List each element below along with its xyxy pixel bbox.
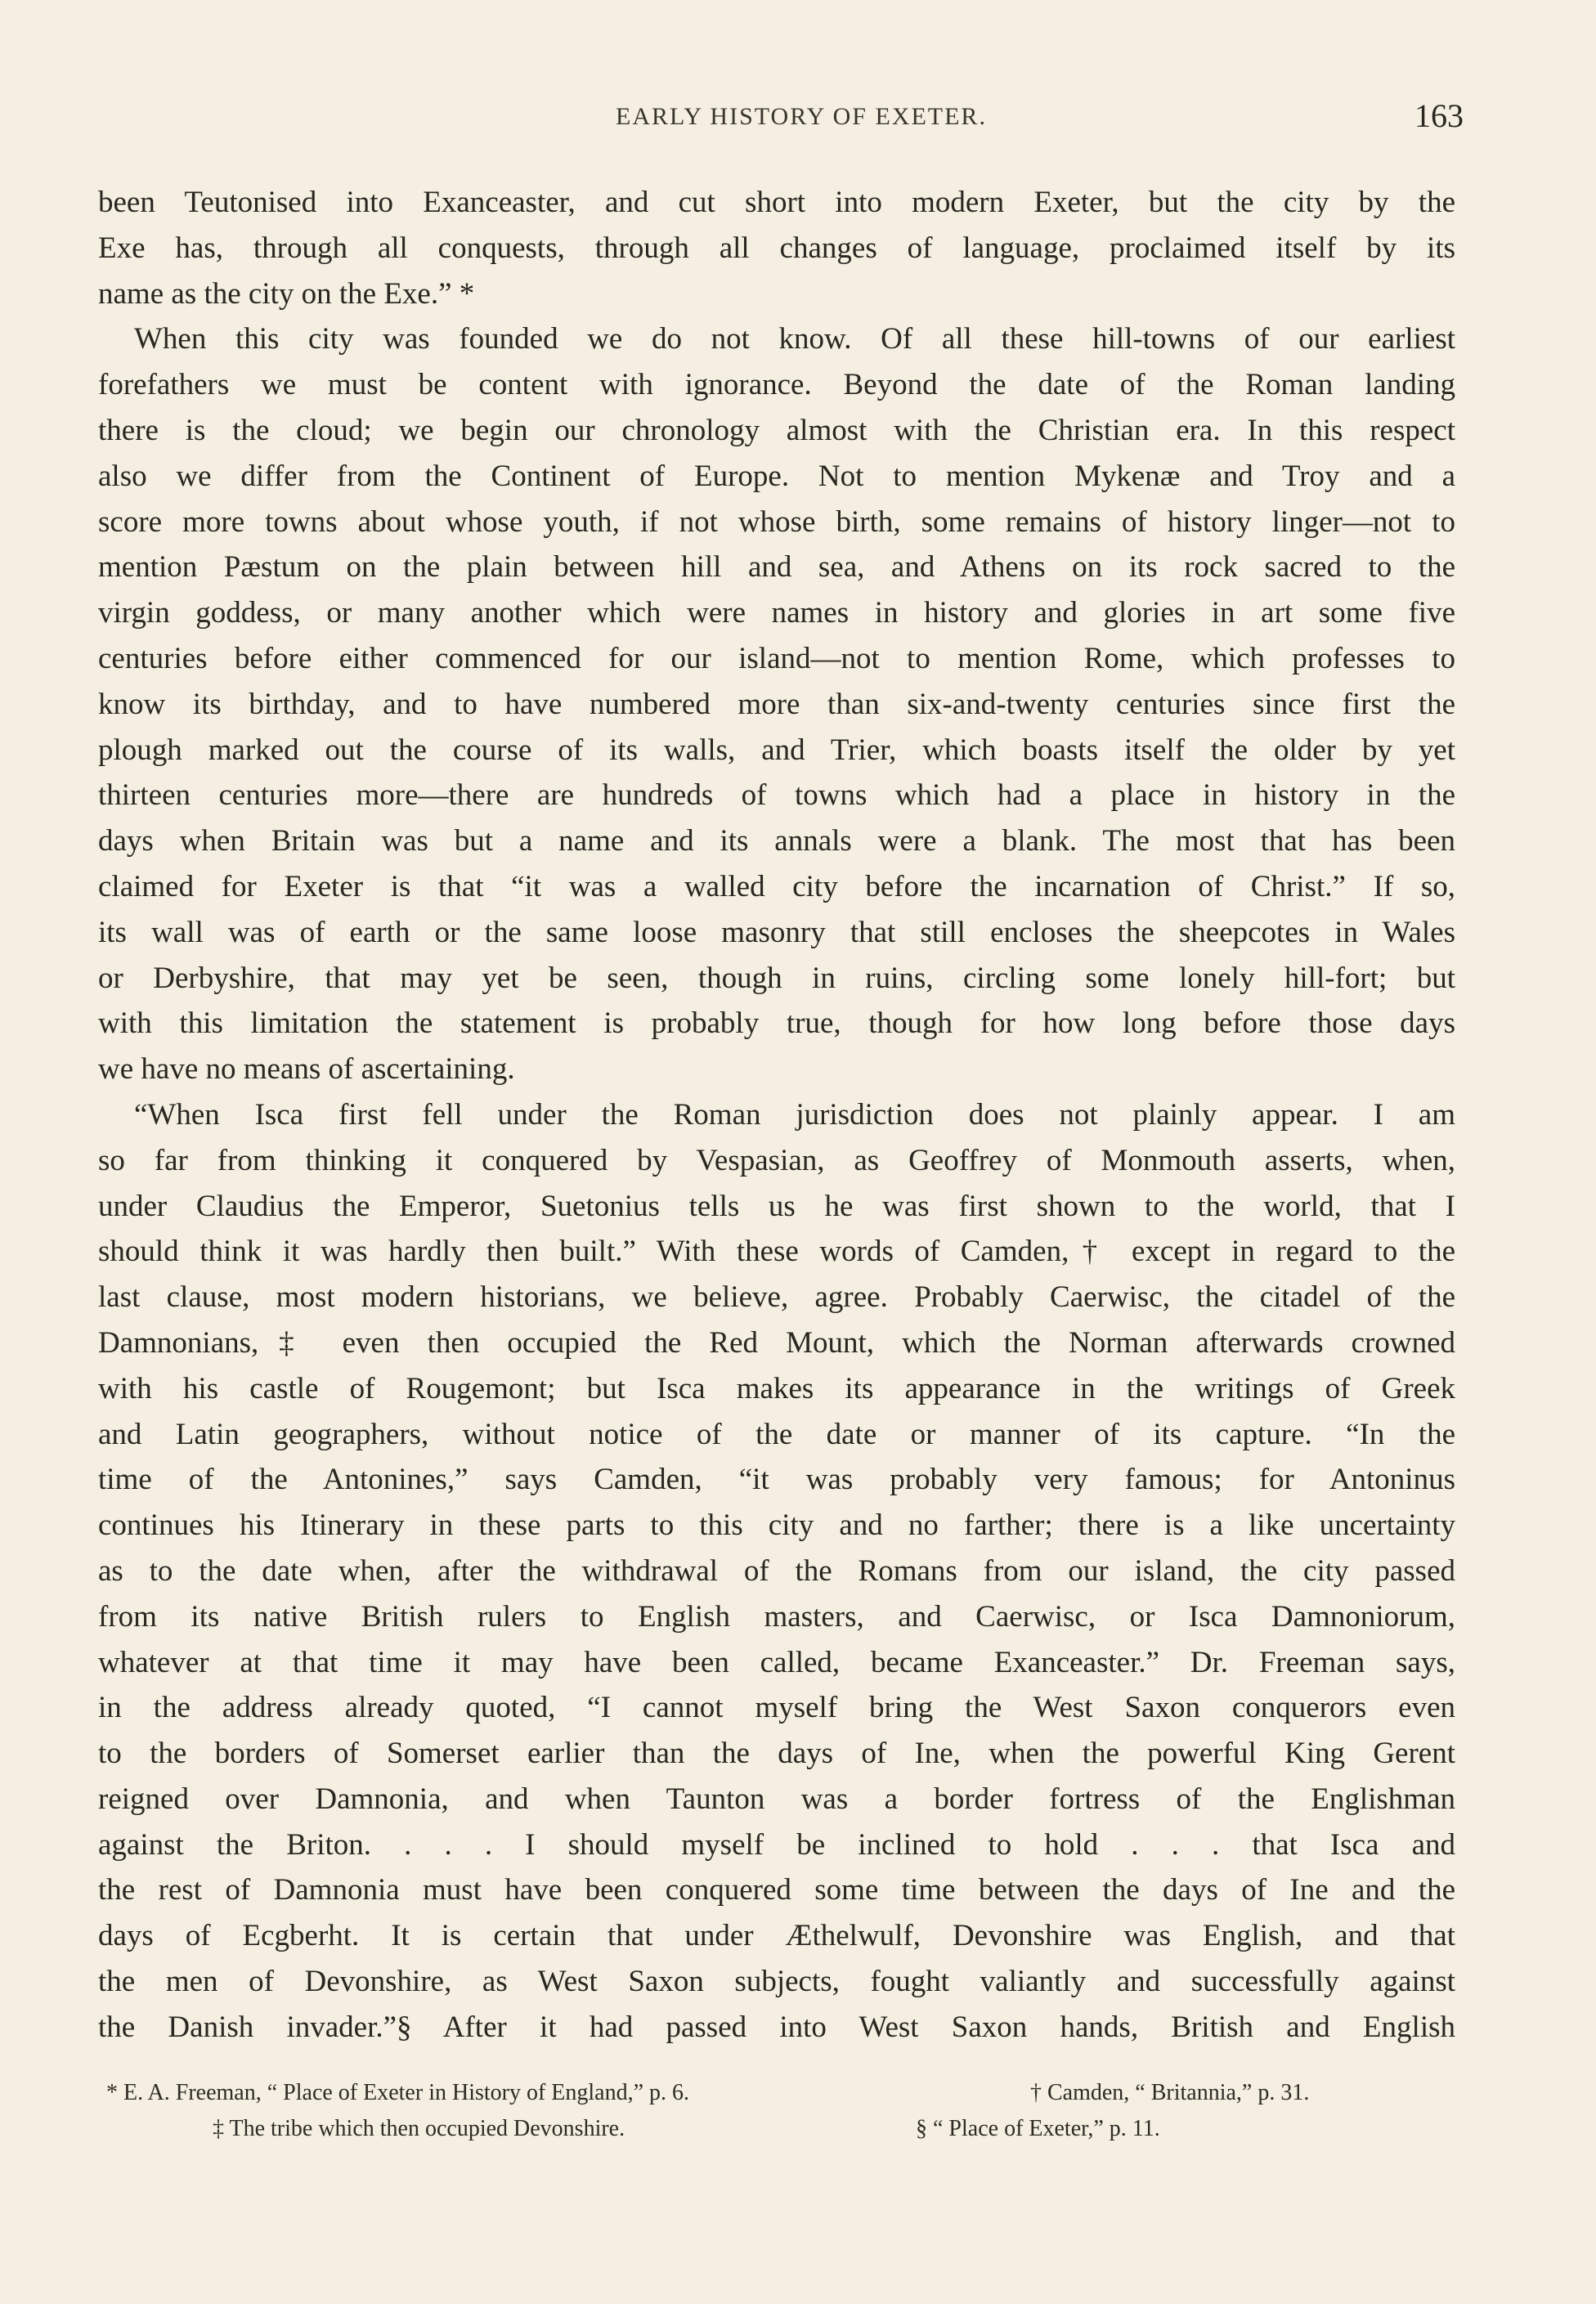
text-line: thirteen centuries more—there are hundreds of towns which had a place in history in the [98, 778, 1455, 813]
body-text [98, 180, 1455, 2051]
text-line: been Teutonised into Exanceaster, and cut short into modern Exeter, but the city by the [98, 186, 1455, 219]
page-number: 163 [1414, 97, 1464, 134]
text-line: there is the cloud; we begin our chronology almost with the Christian era. In this respect [98, 413, 1455, 447]
text-line: “When Isca first fell under the Roman jurisdiction does not plainly appear. I am [134, 1097, 1455, 1132]
running-header [0, 96, 1596, 146]
running-title: EARLY HISTORY OF EXETER. [616, 103, 987, 130]
text-line: in the address already quoted, “I cannot myself bring the West Saxon conquerors even [98, 1691, 1455, 1725]
text-line: against the Briton. . . . I should myself be inclined to hold . . . that Isca and [98, 1827, 1455, 1862]
text-line: should think it was hardly then built.” With these words of Camden,† except in regard to the [98, 1235, 1455, 1269]
text-line: with this limitation the statement is probably true, though for how long before those days [98, 1006, 1455, 1041]
footnote-dagger: † Camden, “ Britannia,” p. 31. [1030, 2080, 1310, 2105]
text-line: Damnonians,‡ even then occupied the Red Mount, which the Norman afterwards crowned [98, 1325, 1455, 1360]
text-line: mention Pæstum on the plain between hill and sea, and Athens on its rock sacred to the [98, 550, 1455, 585]
text-line: name as the city on the Exe.” * [98, 276, 475, 311]
footnote-row [98, 2075, 1455, 2111]
text-line: the Danish invader.”§ After it had passed into West Saxon hands, British and English [98, 2010, 1455, 2044]
text-line: the men of Devonshire, as West Saxon subjects, fought valiantly and successfully against [98, 1965, 1455, 1999]
text-line: with his castle of Rougemont; but Isca makes its appearance in the writings of Greek [98, 1371, 1455, 1405]
text-line: know its birthday, and to have numbered more than six-and-twenty centuries since first the [98, 687, 1455, 721]
footnote-row [98, 2111, 1455, 2147]
text-line: under Claudius the Emperor, Suetonius tells us he was first shown to the world, that I [98, 1189, 1455, 1223]
text-line: to the borders of Somerset earlier than the days of Ine, when the powerful King Gerent [98, 1737, 1455, 1771]
text-line: time of the Antonines,” says Camden, “it was probably very famous; for Antoninus [98, 1463, 1455, 1497]
text-line: plough marked out the course of its walls, and Trier, which boasts itself the older by yet [98, 733, 1455, 767]
footnote-section: § “ Place of Exeter,” p. 11. [916, 2116, 1160, 2141]
footnote-star: * E. A. Freeman, “ Place of Exeter in History of England,” p. 6. [106, 2080, 690, 2105]
footnote-double-dagger: ‡ The tribe which then occupied Devonshire. [213, 2116, 625, 2141]
text-line: When this city was founded we do not know. Of all these hill-towns of our earliest [134, 322, 1455, 356]
text-line: we have no means of ascertaining. [98, 1052, 515, 1087]
text-line: days of Ecgberht. It is certain that under Æthelwulf, Devonshire was English, and that [98, 1919, 1455, 1953]
text-line: forefathers we must be content with ignorance. Beyond the date of the Roman landing [98, 368, 1455, 402]
text-line: and Latin geographers, without notice of the date or manner of its capture. “In the [98, 1417, 1455, 1451]
text-line: its wall was of earth or the same loose masonry that still encloses the sheepcotes in Wales [98, 915, 1455, 949]
text-line: claimed for Exeter is that “it was a walled city before the incarnation of Christ.” If so, [98, 869, 1455, 903]
text-line: last clause, most modern historians, we believe, agree. Probably Caerwisc, the citadel of the [98, 1280, 1455, 1315]
text-line: so far from thinking it conquered by Vespasian, as Geoffrey of Monmouth asserts, when, [98, 1143, 1455, 1177]
text-line: the rest of Damnonia must have been conquered some time between the days of Ine and the [98, 1873, 1455, 1907]
text-line: centuries before either commenced for our island—not to mention Rome, which professes to [98, 641, 1455, 675]
footnotes [98, 2075, 1455, 2147]
text-line: from its native British rulers to English masters, and Caerwisc, or Isca Damnoniorum, [98, 1599, 1455, 1634]
text-line: or Derbyshire, that may yet be seen, though in ruins, circling some lonely hill-fort; but [98, 961, 1455, 995]
text-line: whatever at that time it may have been called, became Exanceaster.” Dr. Freeman says, [98, 1645, 1455, 1679]
text-line: days when Britain was but a name and its annals were a blank. The most that has been [98, 824, 1455, 858]
text-line: also we differ from the Continent of Europe. Not to mention Mykenæ and Troy and a [98, 459, 1455, 493]
text-line: score more towns about whose youth, if not whose birth, some remains of history linger—not to [98, 504, 1455, 539]
text-line: virgin goddess, or many another which were names in history and glories in art some five [98, 596, 1455, 630]
text-line: as to the date when, after the withdrawal of the Romans from our island, the city passed [98, 1553, 1455, 1588]
text-line: continues his Itinerary in these parts to this city and no farther; there is a like uncertainty [98, 1508, 1455, 1543]
text-line: reigned over Damnonia, and when Taunton was a border fortress of the Englishman [98, 1782, 1455, 1816]
text-line: Exe has, through all conquests, through all changes of language, proclaimed itself by its [98, 231, 1455, 265]
